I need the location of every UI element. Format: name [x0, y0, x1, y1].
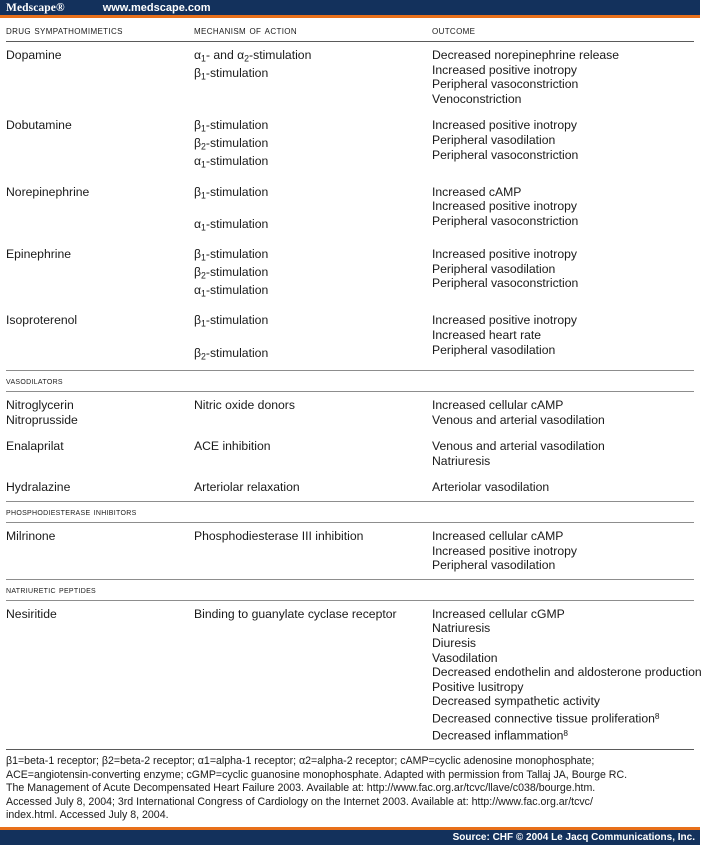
outcome — [427, 112, 694, 178]
mechanism-line: $\beta_2$-stimulation — [194, 265, 269, 281]
mechanism — [188, 474, 427, 501]
outcome-line: Peripheral vasoconstriction — [432, 77, 579, 92]
outcome-line: Peripheral vasodilation — [432, 261, 556, 276]
section-header-row — [6, 502, 694, 523]
medscape-header-bar — [0, 0, 700, 15]
mechanism-line: $\alpha_1$-stimulation — [194, 283, 269, 299]
table-column-header-row — [6, 18, 694, 41]
outcome — [427, 179, 694, 242]
mechanism-line: Phosphodiesterase III inhibition — [194, 529, 364, 543]
outcome-line: Increased positive inotropy — [432, 543, 577, 558]
footnote-line-1: β1=beta-1 receptor; β2=beta-2 receptor; α1=alpha-1 receptor; α2=alpha-2 receptor; cAMP=cyclic adenosine monophosphate; — [6, 755, 595, 768]
section-header-label: vasodilators — [6, 376, 63, 388]
outcome-line: Decreased inflammation$^8$ — [432, 728, 569, 743]
mechanism — [188, 179, 427, 242]
footnote-line-5: index.html. Accessed July 8, 2004. — [6, 809, 169, 822]
drug-name-line: Epinephrine — [6, 247, 72, 262]
outcome-line: Decreased endothelin and aldosterone production — [432, 665, 702, 680]
mechanism — [188, 523, 427, 579]
mechanism-line: $\alpha_1-$ and $\alpha_2$-stimulation — [194, 48, 312, 64]
drug-name-line: Nitroglycerin — [6, 398, 74, 413]
outcome — [427, 433, 694, 474]
outcome-line: Increased positive inotropy — [432, 62, 577, 77]
outcome-line: Decreased norepinephrine release — [432, 48, 619, 62]
medscape-url: www.medscape.com — [102, 1, 211, 14]
table-row — [6, 600, 694, 749]
footnote-line-2: ACE=angiotensin-converting enzyme; cGMP=cyclic guanosine monophosphate. Adapted with permission from Tallaj JA, Bourge RC. — [6, 768, 628, 781]
outcome-line: Peripheral vasodilation — [432, 132, 556, 147]
table-row — [6, 392, 694, 434]
footnote-line-3: The Management of Acute Decompensated Heart Failure 2003. Available at: http://www.fac.org.ar/tcvc/llave/c038/bourge.htm. — [6, 782, 596, 795]
outcome-line: Peripheral vasoconstriction — [432, 147, 579, 162]
mechanism-line: Nitric oxide donors — [194, 398, 295, 413]
drug-name — [6, 179, 188, 242]
table-row — [6, 42, 694, 113]
drug-name — [6, 474, 188, 501]
column-header-1 — [6, 18, 188, 41]
column-header-label: mechanism of action — [194, 25, 297, 37]
footnote-line-4: Accessed July 8, 2004; 3rd International Congress of Cardiology on the Internet 2003. Available at: http://www.fac.org.ar/tcvc/ — [6, 795, 593, 808]
source-text: Source: CHF © 2004 Le Jacq Communications, Inc. — [452, 832, 695, 844]
mechanism — [188, 600, 427, 749]
outcome-line: Venous and arterial vasodilation — [432, 439, 605, 454]
drug-name — [6, 241, 188, 307]
heart-failure-drug-table — [6, 18, 702, 749]
outcome-line: Increased heart rate — [432, 327, 542, 342]
outcome — [427, 307, 694, 370]
section-header-row — [6, 371, 694, 392]
mechanism-line: $\alpha_1$-stimulation — [194, 217, 269, 233]
outcome-line: Increased cAMP — [432, 184, 522, 199]
outcome-line: Diuresis — [432, 635, 477, 650]
outcome — [427, 523, 694, 579]
mechanism-line: $\beta_1$-stimulation — [194, 118, 269, 134]
mechanism-line: $\beta_1$-stimulation — [194, 313, 269, 329]
outcome-line: Increased positive inotropy — [432, 313, 577, 328]
drug-name — [6, 307, 188, 370]
outcome-line: Arteriolar vasodilation — [432, 480, 550, 495]
outcome-line: Peripheral vasodilation — [432, 342, 556, 357]
mechanism-line: $\beta_2$-stimulation — [194, 345, 269, 362]
mechanism-line: $\beta_1$-stimulation — [194, 247, 269, 263]
outcome — [427, 474, 694, 501]
drug-name — [6, 600, 188, 749]
table-body — [6, 18, 702, 749]
outcome — [427, 241, 694, 307]
column-header-3 — [427, 18, 694, 41]
outcome-line: Vasodilation — [432, 650, 498, 665]
table-row — [6, 433, 694, 474]
mechanism — [188, 42, 427, 113]
section-header-label: natriuretic peptides — [6, 584, 97, 596]
drug-name — [6, 392, 188, 434]
table-row — [6, 523, 694, 579]
drug-name-line: Nesiritide — [6, 606, 57, 621]
outcome-line: Increased positive inotropy — [432, 247, 577, 262]
outcome — [427, 600, 702, 749]
column-header-2 — [188, 18, 427, 41]
table-row — [6, 307, 694, 370]
mechanism-line: Binding to guanylate cyclase receptor — [194, 606, 397, 621]
source-bar — [0, 830, 700, 845]
drug-table-container — [0, 18, 700, 749]
mechanism — [188, 112, 427, 178]
drug-name-line: Norepinephrine — [6, 184, 90, 199]
outcome-line: Peripheral vasodilation — [432, 558, 556, 573]
outcome-line: Venoconstriction — [432, 91, 522, 106]
section-header-cell — [6, 502, 694, 523]
drug-name — [6, 42, 188, 113]
section-header-label: phosphodiesterase inhibitors — [6, 507, 137, 518]
drug-name-line: Nitroprusside — [6, 412, 78, 427]
mechanism — [188, 307, 427, 370]
section-header-row — [6, 579, 694, 600]
table-row — [6, 179, 694, 242]
outcome — [427, 42, 694, 113]
drug-name-line: Dobutamine — [6, 118, 72, 133]
table-row — [6, 474, 694, 501]
outcome-line: Positive lusitropy — [432, 679, 524, 694]
mechanism — [188, 241, 427, 307]
drug-name-line: Dopamine — [6, 48, 62, 62]
section-header-cell — [6, 579, 694, 600]
drug-name-line: Isoproterenol — [6, 313, 78, 328]
outcome-line: Peripheral vasoconstriction — [432, 213, 579, 228]
outcome-line: Increased cellular cAMP — [432, 529, 564, 543]
outcome-line: Venous and arterial vasodilation — [432, 412, 605, 427]
mechanism-line: $\beta_1$-stimulation — [194, 66, 269, 82]
drug-name — [6, 112, 188, 178]
mechanism-line: ACE inhibition — [194, 439, 271, 454]
drug-name-line: Enalaprilat — [6, 439, 64, 454]
column-header-label: drug sympathomimetics — [6, 25, 123, 37]
medscape-logo: Medscape® — [6, 1, 65, 14]
outcome-line: Increased positive inotropy — [432, 118, 577, 133]
outcome-line: Decreased sympathetic activity — [432, 694, 600, 709]
mechanism — [188, 433, 427, 474]
table-footnote — [6, 749, 694, 827]
outcome-line: Increased cellular cGMP — [432, 606, 565, 621]
table-row — [6, 112, 694, 178]
drug-name — [6, 523, 188, 579]
mechanism-line: $\beta_2$-stimulation — [194, 136, 269, 152]
outcome-line: Peripheral vasoconstriction — [432, 276, 579, 291]
mechanism-line: $\beta_1$-stimulation — [194, 184, 269, 200]
outcome-line: Increased positive inotropy — [432, 199, 577, 214]
outcome-line: Decreased connective tissue proliferation$^8$ — [432, 710, 660, 726]
drug-name-line: Hydralazine — [6, 480, 71, 495]
mechanism-line: Arteriolar relaxation — [194, 480, 300, 495]
section-header-cell — [6, 371, 694, 392]
drug-name — [6, 433, 188, 474]
mechanism-line: $\alpha_1$-stimulation — [194, 154, 269, 170]
column-header-label: outcome — [432, 25, 476, 37]
mechanism — [188, 392, 427, 434]
outcome — [427, 392, 694, 434]
drug-name-line: Milrinone — [6, 529, 56, 543]
table-row — [6, 241, 694, 307]
outcome-line: Natriuresis — [432, 453, 491, 468]
outcome-line: Increased cellular cAMP — [432, 398, 564, 413]
outcome-line: Natriuresis — [432, 621, 491, 636]
